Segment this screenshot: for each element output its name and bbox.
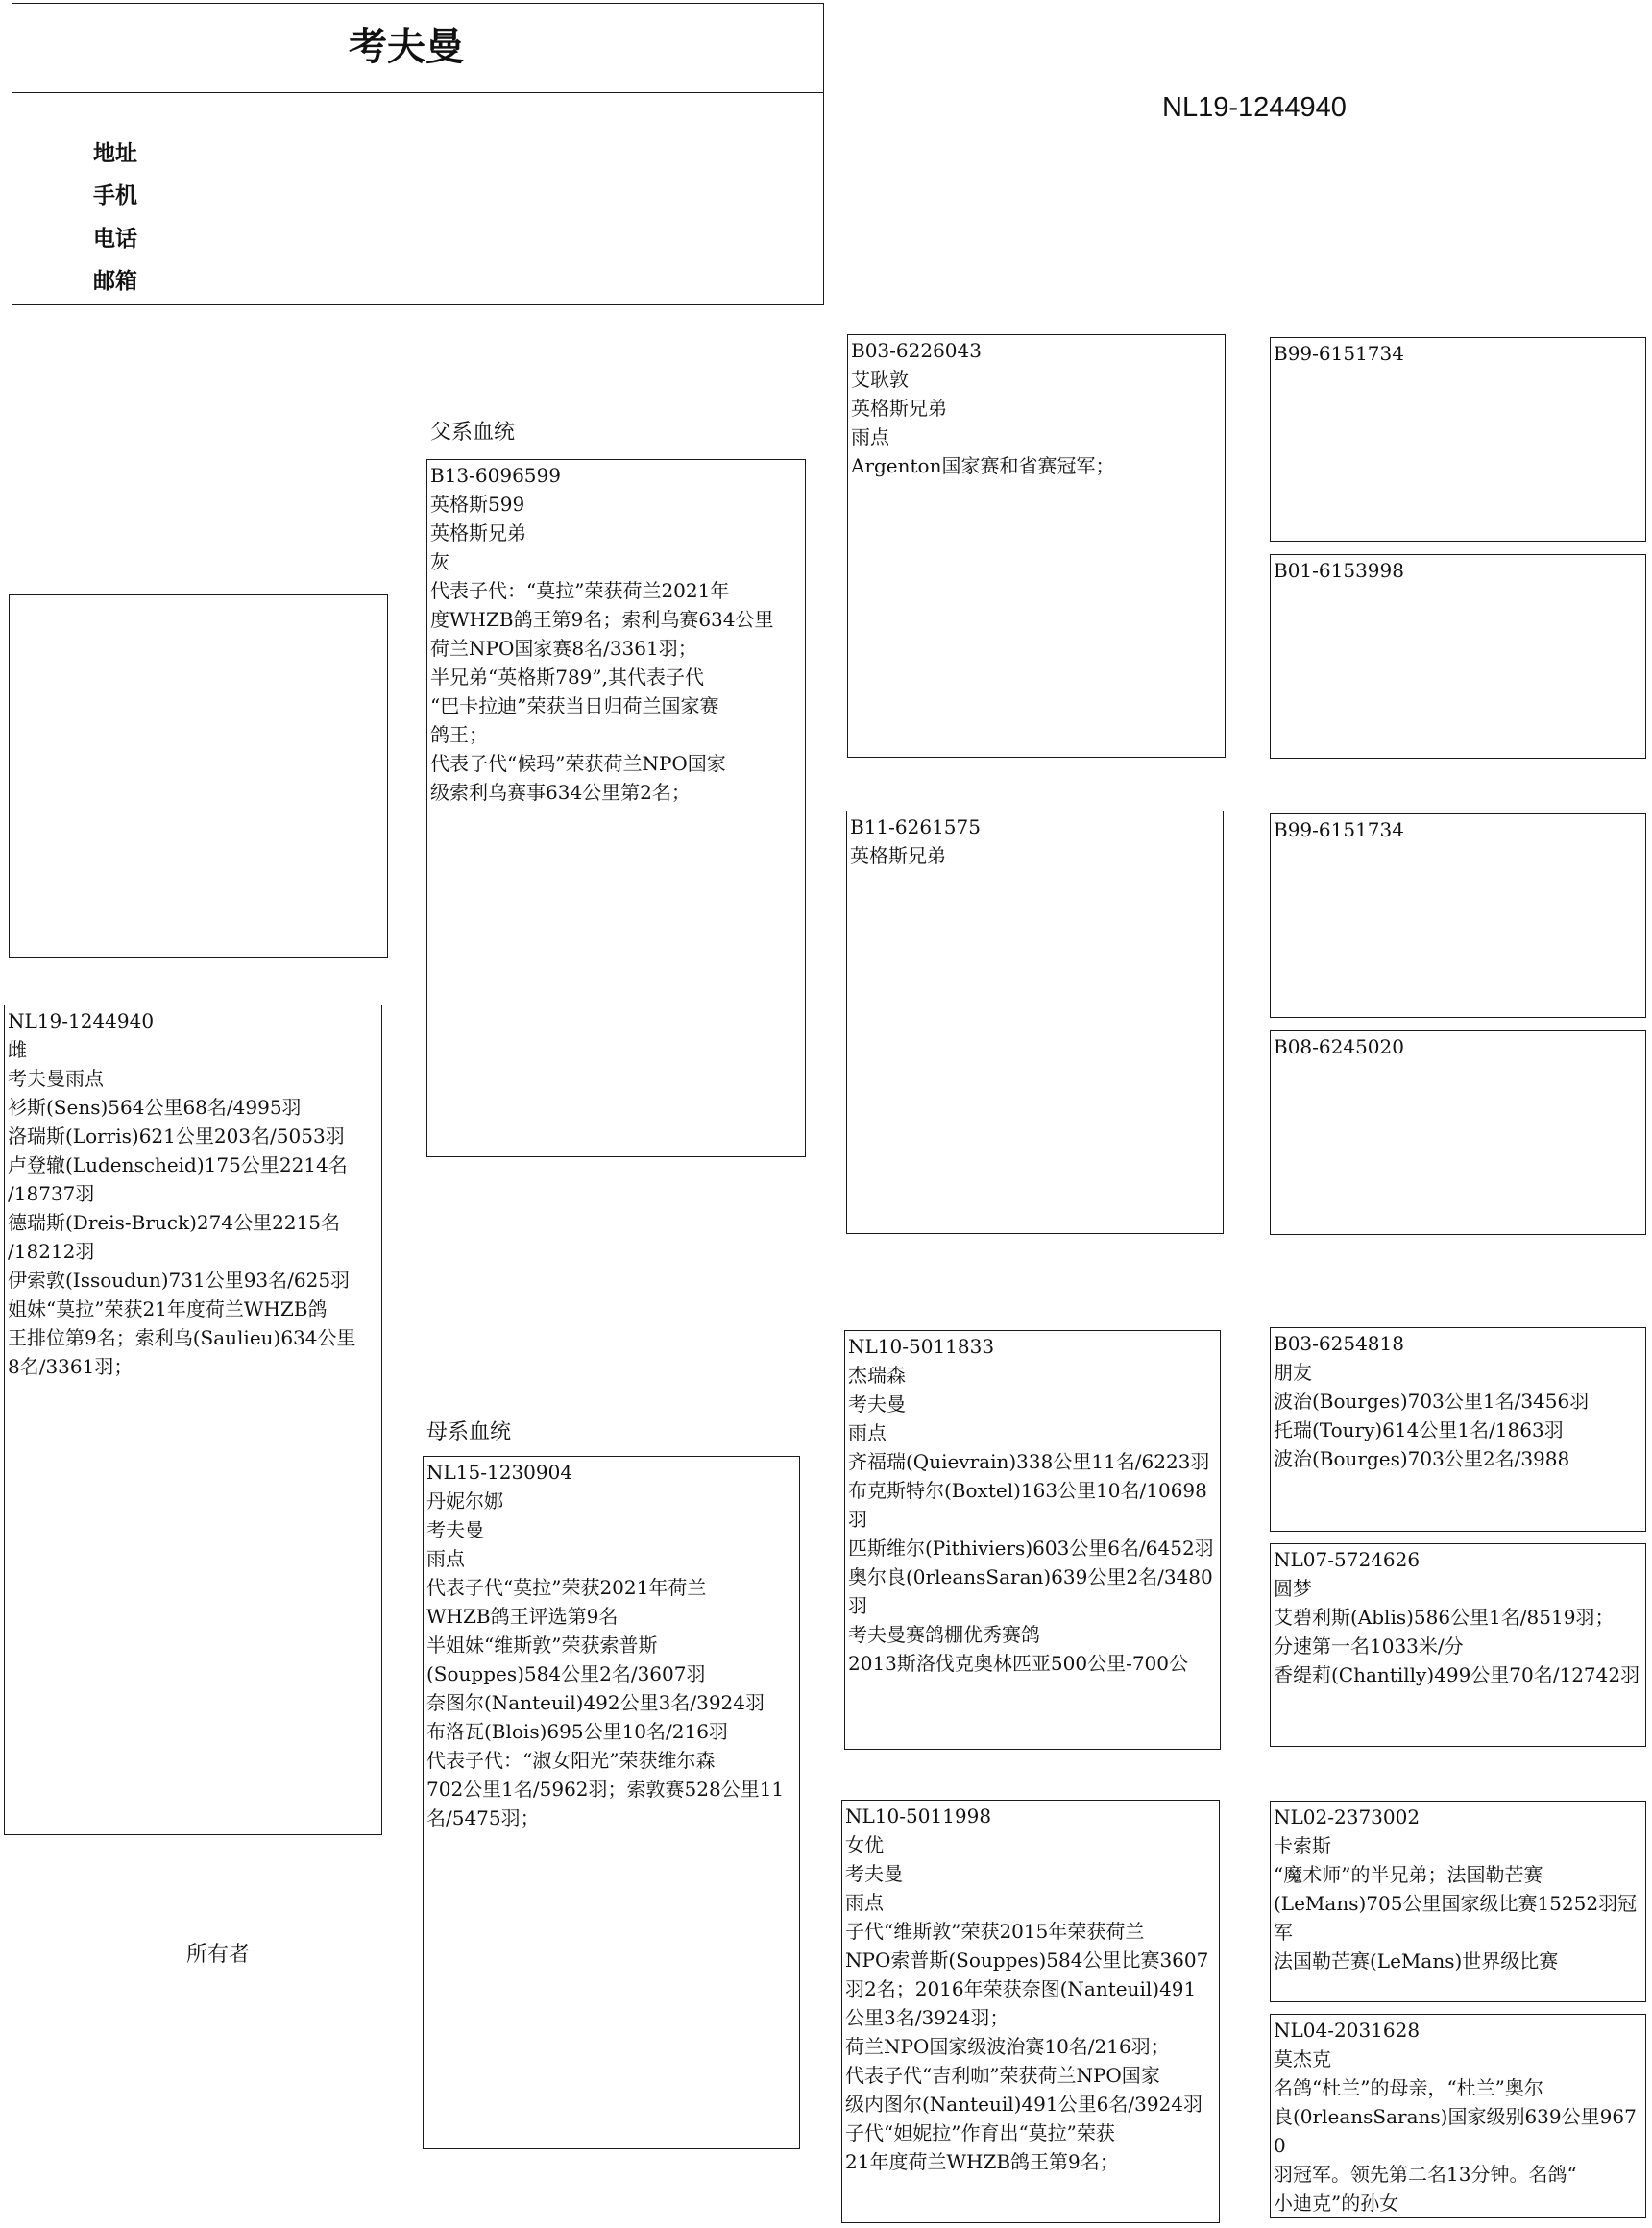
pedigree-line: 奥尔良(0rleansSaran)639公里2名/3480: [848, 1565, 1213, 1588]
pedigree-line: NPO索普斯(Souppes)584公里比赛3607: [845, 1949, 1209, 1972]
sire-label: 父系血统: [430, 421, 516, 445]
pedigree-line: 公里3名/3924羽；: [845, 2006, 1009, 2029]
ring-number: NL19-1244940: [8, 1009, 155, 1032]
pedigree-line: 代表子代：“淑女阳光”荣获维尔森: [426, 1749, 716, 1772]
great-grandparent-box-7: [1270, 1801, 1646, 2002]
pedigree-line: 代表子代“吉利咖”荣获荷兰NPO国家: [845, 2064, 1160, 2087]
ring-number: B03-6226043: [851, 339, 982, 362]
pedigree-line: 雨点: [845, 1891, 884, 1914]
pedigree-line: 英格斯兄弟: [430, 521, 526, 545]
pedigree-line: 圆梦: [1274, 1577, 1312, 1600]
dam-dam-box: [841, 1800, 1220, 2223]
pedigree-line: 英格斯兄弟: [851, 397, 947, 420]
ring-number: B08-6245020: [1274, 1035, 1404, 1058]
pedigree-line: (Souppes)584公里2名/3607羽: [426, 1662, 706, 1685]
pedigree-line: 考夫曼赛鸽棚优秀赛鸽: [848, 1623, 1040, 1646]
pedigree-line: 王排位第9名；索利乌(Saulieu)634公里: [8, 1326, 356, 1349]
address-label: 地址: [93, 140, 137, 165]
header-ring-number: NL19-1244940: [1162, 92, 1347, 123]
pedigree-line: 女优: [845, 1833, 884, 1856]
pedigree-line: 代表子代“候玛”荣获荷兰NPO国家: [430, 752, 726, 775]
ring-number: B99-6151734: [1274, 342, 1404, 365]
pedigree-line: Argenton国家赛和省赛冠军；: [851, 454, 1115, 477]
pedigree-line: 名/5475羽；: [426, 1806, 540, 1829]
pedigree-line: 羽冠军。领先第二名13分钟。名鸽“: [1274, 2163, 1577, 2186]
mobile-label: 手机: [93, 182, 137, 208]
pedigree-line: 702公里1名/5962羽；索敦赛528公里11: [426, 1778, 785, 1801]
pedigree-line: 级内图尔(Nanteuil)491公里6名/3924羽: [845, 2093, 1203, 2116]
pedigree-line: 良(0rleansSarans)国家级别639公里9670: [1274, 2105, 1637, 2157]
pedigree-line: 半姐妹“维斯敦”荣获索普斯: [426, 1634, 658, 1657]
sire-sire-box: [847, 334, 1226, 758]
pedigree-line: 布洛瓦(Blois)695公里10名/216羽: [426, 1720, 728, 1743]
pedigree-line: 荷兰NPO国家赛8名/3361羽；: [430, 637, 697, 660]
ring-number: NL02-2373002: [1274, 1805, 1421, 1828]
great-grandparent-box-1: [1270, 337, 1646, 542]
pedigree-line: (LeMans)705公里国家级比赛15252羽冠: [1274, 1892, 1638, 1915]
ring-number: B01-6153998: [1274, 559, 1404, 582]
pedigree-line: 莫杰克: [1274, 2047, 1331, 2071]
pedigree-line: 雨点: [848, 1421, 887, 1444]
ring-number: B11-6261575: [850, 815, 981, 838]
great-grandparent-box-3: [1270, 813, 1646, 1018]
phone-label: 电话: [93, 225, 137, 251]
pedigree-line: 布克斯特尔(Boxtel)163公里10名/10698: [848, 1479, 1207, 1502]
great-grandparent-box-2: [1270, 554, 1646, 759]
sire-box: [426, 459, 806, 1157]
pedigree-line: /18212羽: [8, 1240, 95, 1263]
pedigree-line: 伊索敦(Issoudun)731公里93名/625羽: [8, 1269, 351, 1292]
pedigree-line: 代表子代：“莫拉”荣获荷兰2021年: [430, 579, 730, 602]
email-label: 邮箱: [93, 268, 137, 294]
pedigree-line: 托瑞(Toury)614公里1名/1863羽: [1274, 1418, 1564, 1441]
pedigree-line: “魔术师”的半兄弟；法国勒芒赛: [1274, 1863, 1543, 1886]
pedigree-line: 子代“维斯敦”荣获2015年荣获荷兰: [845, 1920, 1145, 1943]
photo-frame: [9, 594, 388, 958]
ring-number: B03-6254818: [1274, 1332, 1404, 1355]
dam-box: [423, 1456, 800, 2149]
sire-dam-box: [846, 811, 1224, 1234]
pedigree-line: 级索利乌赛事634公里第2名；: [430, 781, 691, 804]
ring-number: NL10-5011833: [848, 1335, 995, 1358]
pedigree-line: 波治(Bourges)703公里2名/3988: [1274, 1447, 1570, 1470]
great-grandparent-box-5: [1270, 1327, 1646, 1532]
pedigree-line: 法国勒芒赛(LeMans)世界级比赛: [1274, 1950, 1559, 1973]
pedigree-line: 匹斯维尔(Pithiviers)603公里6名/6452羽: [848, 1537, 1214, 1560]
pedigree-line: 雨点: [851, 425, 889, 448]
pedigree-line: 2013斯洛伐克奥林匹亚500公里-700公: [848, 1652, 1189, 1675]
pedigree-line: 8名/3361羽；: [8, 1355, 134, 1378]
ring-number: NL04-2031628: [1274, 2019, 1421, 2042]
ring-number: NL10-5011998: [845, 1804, 992, 1828]
pedigree-line: 雨点: [426, 1547, 465, 1570]
ring-number: B13-6096599: [430, 464, 561, 487]
dam-label: 母系血统: [426, 1420, 512, 1444]
pedigree-line: 分速第一名1033米/分: [1274, 1635, 1464, 1658]
pedigree-line: 雌: [8, 1038, 27, 1061]
ring-number: NL07-5724626: [1274, 1548, 1421, 1571]
pedigree-line: 波治(Bourges)703公里1名/3456羽: [1274, 1390, 1590, 1413]
pedigree-line: 英格斯599: [430, 493, 525, 516]
pedigree-line: 羽: [848, 1594, 867, 1617]
pedigree-line: 羽: [848, 1508, 867, 1531]
pedigree-line: 朋友: [1274, 1361, 1312, 1384]
owner-label: 所有者: [186, 1943, 251, 1967]
pedigree-line: 英格斯兄弟: [850, 844, 946, 867]
pedigree-line: 卡索斯: [1274, 1834, 1331, 1857]
header-divider: [12, 92, 823, 93]
pedigree-line: 代表子代“莫拉”荣获2021年荷兰: [426, 1576, 707, 1599]
contact-labels: [93, 132, 137, 303]
pedigree-line: 鸽王；: [430, 723, 488, 746]
dam-sire-box: [844, 1330, 1221, 1750]
ring-number: B99-6151734: [1274, 818, 1404, 841]
pedigree-line: “巴卡拉迪”荣获当日归荷兰国家赛: [430, 694, 719, 717]
pedigree-line: 考夫曼: [845, 1862, 903, 1885]
pedigree-line: 考夫曼: [848, 1392, 906, 1416]
pedigree-line: 军: [1274, 1921, 1293, 1944]
pedigree-line: 度WHZB鸽王第9名；索利乌赛634公里: [430, 608, 774, 631]
pedigree-line: 齐福瑞(Quievrain)338公里11名/6223羽: [848, 1450, 1210, 1473]
pedigree-line: 子代“妲妮拉”作育出“莫拉”荣获: [845, 2121, 1115, 2144]
pedigree-line: 洛瑞斯(Lorris)621公里203名/5053羽: [8, 1125, 345, 1148]
header-box: [12, 3, 824, 305]
pedigree-line: 艾碧利斯(Ablis)586公里1名/8519羽；: [1274, 1606, 1615, 1629]
pedigree-line: 考夫曼雨点: [8, 1067, 104, 1090]
pedigree-line: 名鸽“杜兰”的母亲，“杜兰”奥尔: [1274, 2076, 1543, 2099]
page-title: 考夫曼: [349, 26, 464, 68]
pedigree-line: 香缇莉(Chantilly)499公里70名/12742羽: [1274, 1663, 1640, 1686]
pedigree-line: /18737羽: [8, 1182, 95, 1205]
great-grandparent-box-4: [1270, 1030, 1646, 1235]
great-grandparent-box-6: [1270, 1543, 1646, 1747]
pedigree-line: 艾耿敦: [851, 368, 909, 391]
pedigree-line: 小迪克”的孙女: [1274, 2192, 1399, 2215]
pedigree-line: 半兄弟“英格斯789”,其代表子代: [430, 666, 704, 689]
pedigree-line: 杰瑞森: [848, 1364, 906, 1387]
pedigree-line: 羽2名；2016年荣获奈图(Nanteuil)491: [845, 1977, 1197, 2000]
subject-bird-box: [4, 1005, 382, 1835]
pedigree-line: 荷兰NPO国家级波治赛10名/216羽；: [845, 2035, 1170, 2058]
pedigree-line: 姐妹“莫拉”荣获21年度荷兰WHZB鸽: [8, 1297, 328, 1320]
pedigree-line: 卢登辙(Ludenscheid)175公里2214名: [8, 1153, 348, 1176]
ring-number: NL15-1230904: [426, 1461, 573, 1484]
pedigree-line: 德瑞斯(Dreis-Bruck)274公里2215名: [8, 1211, 340, 1234]
pedigree-line: 考夫曼: [426, 1518, 484, 1541]
pedigree-line: 21年度荷兰WHZB鸽王第9名；: [845, 2150, 1119, 2173]
great-grandparent-box-8: [1270, 2014, 1646, 2218]
pedigree-line: 奈图尔(Nanteuil)492公里3名/3924羽: [426, 1691, 765, 1714]
pedigree-line: 灰: [430, 550, 449, 573]
pedigree-line: 丹妮尔娜: [426, 1489, 503, 1513]
pedigree-line: WHZB鸽王评选第9名: [426, 1605, 619, 1628]
pedigree-line: 衫斯(Sens)564公里68名/4995羽: [8, 1096, 302, 1119]
